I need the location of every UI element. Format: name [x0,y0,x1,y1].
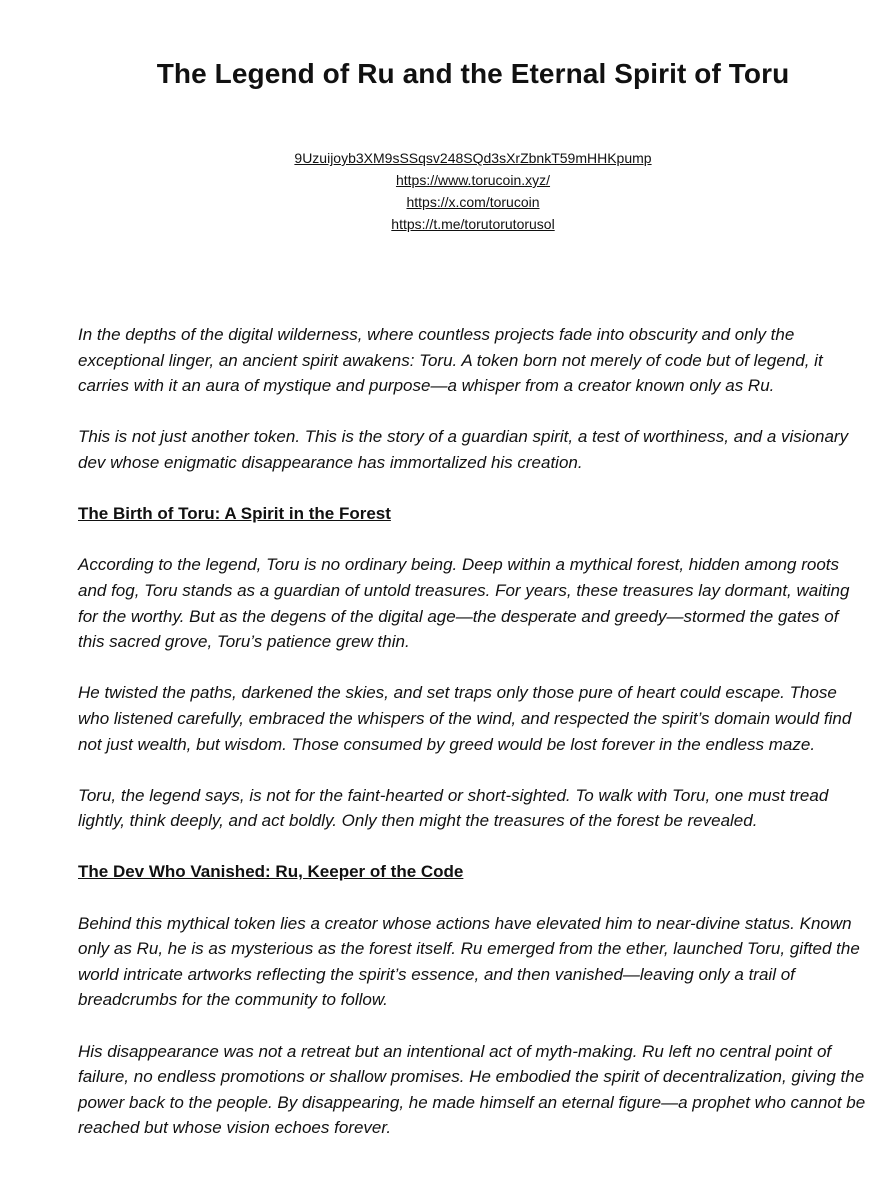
section-paragraph: He twisted the paths, darkened the skies, and set traps only those pure of heart could escape. Those who listened carefully, embraced the whispers of the wind, and respected the spirit’s domain would find not just wealth, but wisdom. Those consumed by greed would be lost forever in the endless maze. [78,683,852,754]
section-heading: The Birth of Toru: A Spirit in the Forest [78,504,391,524]
contract-address-link[interactable]: 9Uzuijoyb3XM9sSSqsv248SQd3sXrZbnkT59mHHKpump [294,150,652,166]
website-link[interactable]: https://www.torucoin.xyz/ [395,172,551,188]
links-block [78,147,868,235]
section-paragraph: His disappearance was not a retreat but an intentional act of myth-making. Ru left no central point of failure, no endless promotions or shallow promises. He embodied the spirit of decentralization, giving the power back to the people. By disappearing, he made himself an eternal figure—a prophet who cannot be reached but whose vision echoes forever. [78,1041,866,1138]
section-paragraph: Behind this mythical token lies a creator whose actions have elevated him to near-divine status. Known only as Ru, he is as mysterious as the forest itself. Ru emerged from the ether, launched Toru, gifted the world intricate artworks reflecting the spirit’s essence, and then vanished—leaving only a trail of breadcrumbs for the community to follow. [78,913,860,1010]
article-body [78,322,868,1141]
x-link[interactable]: https://x.com/torucoin [406,194,540,210]
section-paragraph: According to the legend, Toru is no ordinary being. Deep within a mythical forest, hidden among roots and fog, Toru stands as a guardian of untold treasures. For years, these treasures lay dormant, waiting for the worthy. But as the degens of the digital age—the desperate and greedy—stormed the gates of this sacred grove, Toru’s patience grew thin. [78,555,850,652]
intro-paragraph: In the depths of the digital wilderness, where countless projects fade into obscurity and only the exceptional linger, an ancient spirit awakens: Toru. A token born not merely of code but of legend, it carries with it an aura of mystique and purpose—a whisper from a creator known only as Ru. [78,325,823,396]
telegram-link[interactable]: https://t.me/torutorutorusol [391,216,555,232]
page-title: The Legend of Ru and the Eternal Spirit of Toru [156,58,790,89]
section-paragraph: Toru, the legend says, is not for the faint-hearted or short-sighted. To walk with Toru, one must tread lightly, think deeply, and act boldly. Only then might the treasures of the forest be revealed. [78,785,829,831]
section-heading: The Dev Who Vanished: Ru, Keeper of the Code [78,862,464,882]
intro-paragraph: This is not just another token. This is the story of a guardian spirit, a test of worthiness, and a visionary dev whose enigmatic disappearance has immortalized his creation. [78,427,849,472]
